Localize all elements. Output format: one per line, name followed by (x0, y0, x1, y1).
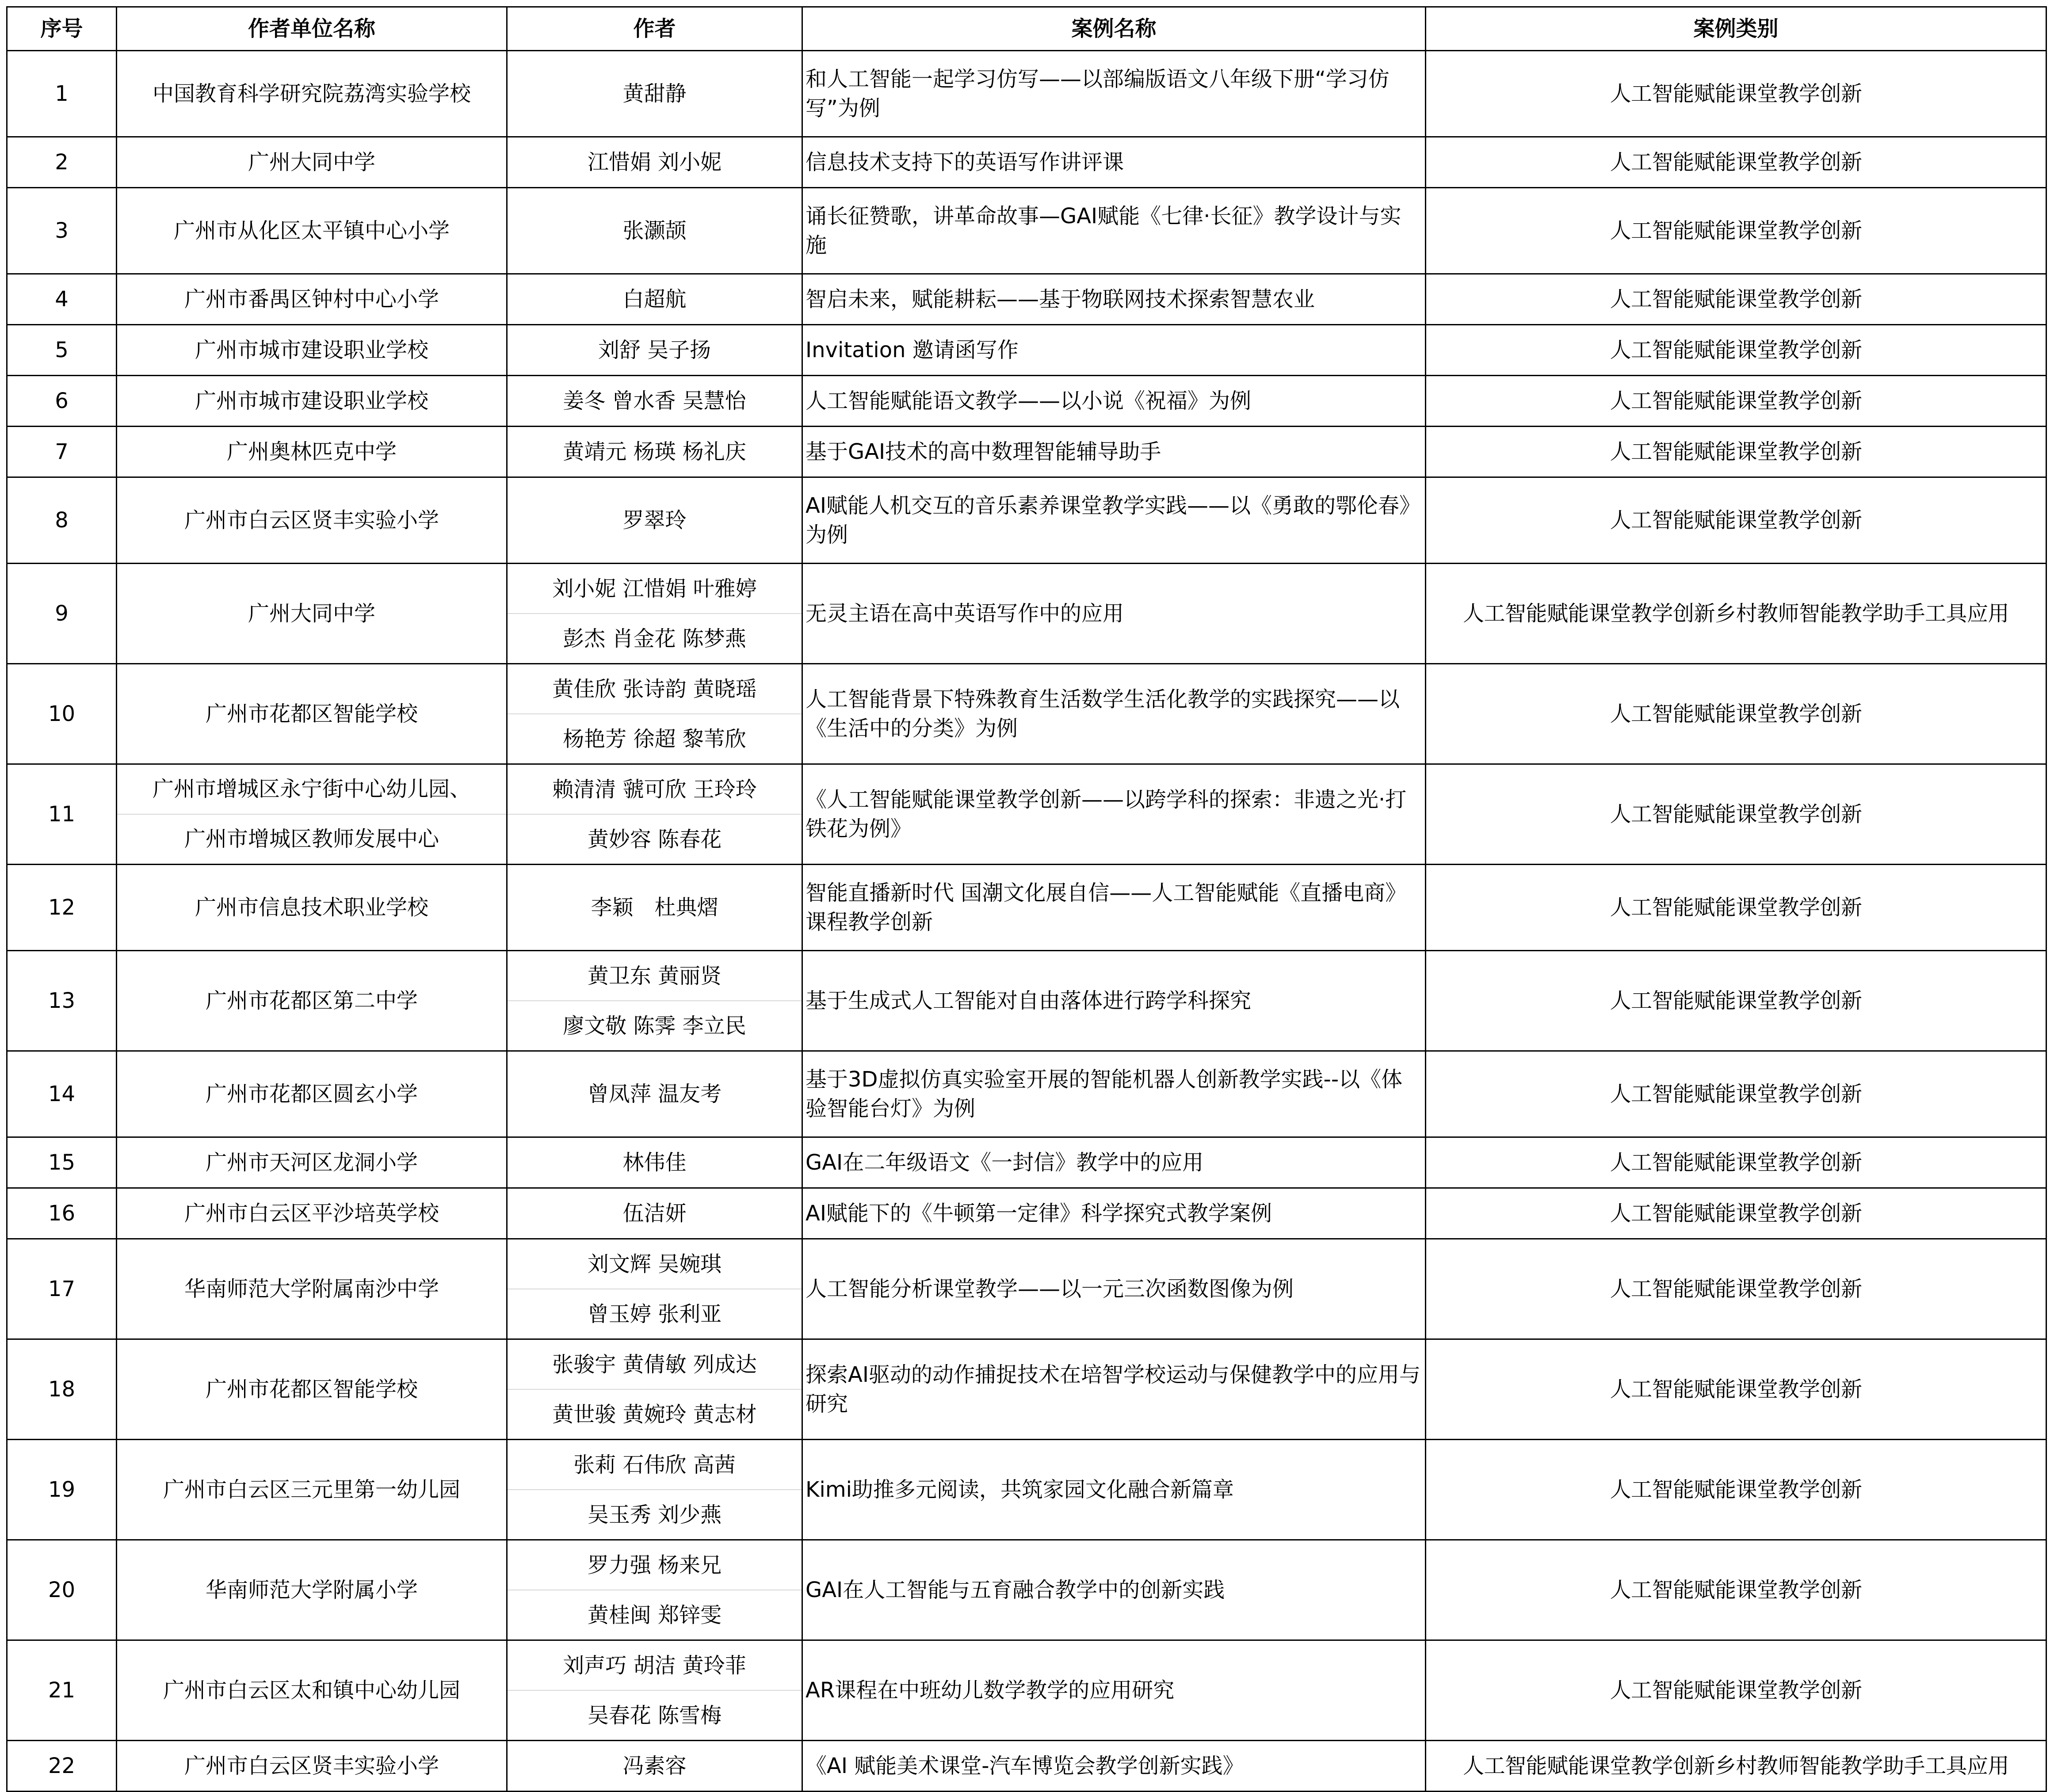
organization-line: 广州市番禺区钟村中心小学 (184, 287, 439, 312)
author-lines (508, 1440, 802, 1539)
cell-organization[interactable] (117, 764, 507, 865)
organization-line: 广州市白云区三元里第一幼儿园 (163, 1477, 460, 1502)
author-line: 罗翠玲 (622, 508, 687, 533)
author-line: 吴春花 陈雪梅 (508, 1690, 802, 1740)
cell-organization[interactable] (117, 1540, 507, 1640)
cell-case-title[interactable]: 人工智能背景下特殊教育生活数学生活化教学的实践探究——以《生活中的分类》为例 (802, 664, 1426, 764)
cell-index[interactable]: 19 (7, 1440, 117, 1540)
author-lines (508, 1741, 802, 1791)
author-lines (508, 1540, 802, 1639)
organization-lines (117, 1274, 506, 1304)
organization-line: 广州市花都区智能学校 (205, 702, 418, 726)
author-lines (508, 1138, 802, 1187)
author-lines (508, 664, 802, 763)
author-lines (508, 137, 802, 187)
table-row (7, 865, 2046, 951)
organization-lines (117, 216, 506, 245)
cell-authors[interactable] (507, 274, 802, 325)
cell-authors[interactable] (507, 477, 802, 564)
cell-authors[interactable] (507, 865, 802, 951)
cell-index[interactable]: 15 (7, 1137, 117, 1188)
table-row (7, 274, 2046, 325)
cell-index[interactable]: 18 (7, 1339, 117, 1440)
author-line: 彭杰 肖金花 陈梦燕 (508, 613, 802, 663)
organization-lines (117, 148, 506, 177)
author-line: 黄妙容 陈春花 (508, 814, 802, 864)
cell-index[interactable]: 10 (7, 664, 117, 764)
author-line: 刘声巧 胡洁 黄玲菲 (563, 1653, 746, 1678)
cell-case-category[interactable]: 人工智能赋能课堂教学创新 (1426, 1640, 2046, 1741)
organization-line: 广州市花都区圆玄小学 (205, 1082, 418, 1106)
organization-line: 中国教育科学研究院荔湾实验学校 (152, 81, 471, 106)
cell-index[interactable]: 2 (7, 137, 117, 188)
table-row (7, 951, 2046, 1051)
organization-lines (117, 386, 506, 416)
author-line: 黄甜静 (622, 81, 687, 106)
organization-lines (117, 1751, 506, 1781)
cell-case-title[interactable]: 探索AI驱动的动作捕捉技术在培智学校运动与保健教学中的应用与研究 (802, 1339, 1426, 1440)
cell-organization[interactable] (117, 1440, 507, 1540)
cell-case-category[interactable]: 人工智能赋能课堂教学创新 (1426, 1239, 2046, 1339)
organization-lines (117, 699, 506, 728)
cell-case-title[interactable]: 信息技术支持下的英语写作讲评课 (802, 137, 1426, 188)
author-lines (508, 1052, 802, 1136)
author-lines (508, 325, 802, 375)
table-row (7, 1741, 2046, 1792)
author-line: 姜冬 曾水香 吴慧怡 (563, 389, 746, 413)
author-lines (508, 376, 802, 426)
cell-index[interactable]: 16 (7, 1188, 117, 1239)
cell-case-category[interactable]: 人工智能赋能课堂教学创新 (1426, 865, 2046, 951)
table-row (7, 427, 2046, 477)
cell-organization[interactable] (117, 51, 507, 137)
table-row (7, 764, 2046, 865)
cell-organization[interactable] (117, 137, 507, 188)
cell-index[interactable]: 1 (7, 51, 117, 137)
table-row (7, 1239, 2046, 1339)
author-line: 杨艳芳 徐超 黎苇欣 (508, 713, 802, 763)
organization-lines (117, 1079, 506, 1109)
organization-lines (117, 1148, 506, 1177)
cell-case-title[interactable]: 人工智能分析课堂教学——以一元三次函数图像为例 (802, 1239, 1426, 1339)
author-line: 刘舒 吴子扬 (598, 338, 711, 362)
cell-organization[interactable] (117, 427, 507, 477)
author-line: 江惜娟 刘小妮 (587, 150, 722, 175)
table-row (7, 1188, 2046, 1239)
organization-lines (117, 336, 506, 365)
author-line: 黄卫东 黄丽贤 (587, 963, 722, 988)
organization-line: 广州市白云区贤丰实验小学 (184, 508, 439, 533)
cell-case-category[interactable]: 人工智能赋能课堂教学创新 (1426, 1188, 2046, 1239)
author-line: 曾玉婷 张利亚 (508, 1289, 802, 1338)
cell-case-category[interactable]: 人工智能赋能课堂教学创新 (1426, 427, 2046, 477)
cell-authors[interactable] (507, 1137, 802, 1188)
organization-line: 广州市增城区教师发展中心 (117, 814, 506, 864)
header-organization[interactable]: 作者单位名称 (117, 7, 507, 51)
cell-organization[interactable] (117, 1640, 507, 1741)
cell-case-title[interactable]: Invitation 邀请函写作 (802, 325, 1426, 376)
cell-authors[interactable] (507, 1540, 802, 1640)
cell-index[interactable]: 7 (7, 427, 117, 477)
organization-line: 广州奥林匹克中学 (226, 439, 397, 464)
cell-case-title[interactable]: 《AI 赋能美术课堂-汽车博览会教学创新实践》 (802, 1741, 1426, 1792)
cell-authors[interactable] (507, 664, 802, 764)
cell-case-title[interactable]: 人工智能赋能语文教学——以小说《祝福》为例 (802, 376, 1426, 427)
cell-case-title[interactable]: 基于生成式人工智能对自由落体进行跨学科探究 (802, 951, 1426, 1051)
cell-authors[interactable] (507, 764, 802, 865)
cell-case-title[interactable]: 无灵主语在高中英语写作中的应用 (802, 564, 1426, 664)
cell-index[interactable]: 17 (7, 1239, 117, 1339)
organization-line: 华南师范大学附属小学 (205, 1578, 418, 1602)
cell-organization[interactable] (117, 1137, 507, 1188)
table-row (7, 325, 2046, 376)
cell-index[interactable]: 20 (7, 1540, 117, 1640)
author-line: 张骏宇 黄倩敏 列成达 (552, 1352, 757, 1377)
organization-line: 广州市城市建设职业学校 (195, 389, 428, 413)
organization-lines (117, 893, 506, 922)
cell-case-category[interactable]: 人工智能赋能课堂教学创新 (1426, 477, 2046, 564)
organization-line: 广州市花都区智能学校 (205, 1377, 418, 1402)
cell-index[interactable]: 8 (7, 477, 117, 564)
author-line: 黄佳欣 张诗韵 黄晓瑶 (552, 676, 757, 702)
organization-lines (117, 1575, 506, 1605)
cell-case-category[interactable]: 人工智能赋能课堂教学创新 (1426, 951, 2046, 1051)
table-row (7, 1137, 2046, 1188)
header-index[interactable]: 序号 (7, 7, 117, 51)
author-line: 伍洁妍 (622, 1201, 687, 1226)
organization-line: 广州市城市建设职业学校 (195, 338, 428, 362)
organization-lines (117, 506, 506, 535)
author-line: 林伟佳 (622, 1150, 687, 1175)
organization-line: 华南师范大学附属南沙中学 (184, 1277, 439, 1301)
cell-case-category[interactable]: 人工智能赋能课堂教学创新 (1426, 1440, 2046, 1540)
cell-organization[interactable] (117, 1188, 507, 1239)
header-authors[interactable]: 作者 (507, 7, 802, 51)
cell-case-category[interactable]: 人工智能赋能课堂教学创新 (1426, 1540, 2046, 1640)
cell-authors[interactable] (507, 427, 802, 477)
table-header (7, 7, 2046, 51)
cell-index[interactable]: 6 (7, 376, 117, 427)
organization-lines (117, 285, 506, 314)
author-lines (508, 478, 802, 563)
cell-case-title[interactable]: 《人工智能赋能课堂教学创新——以跨学科的探索：非遗之光·打铁花为例》 (802, 764, 1426, 865)
cell-case-category[interactable]: 人工智能赋能课堂教学创新 (1426, 325, 2046, 376)
cell-case-title[interactable]: 智启未来，赋能耕耘——基于物联网技术探索智慧农业 (802, 274, 1426, 325)
table-row (7, 1051, 2046, 1137)
author-line: 刘小妮 江惜娟 叶雅婷 (552, 576, 757, 601)
cell-case-title[interactable]: 和人工智能一起学习仿写——以部编版语文八年级下册“学习仿写”为例 (802, 51, 1426, 137)
author-line: 刘文辉 吴婉琪 (587, 1251, 722, 1277)
cell-case-category[interactable]: 人工智能赋能课堂教学创新 (1426, 664, 2046, 764)
cell-authors[interactable] (507, 376, 802, 427)
author-lines (508, 865, 802, 950)
organization-line: 广州市花都区第二中学 (205, 988, 418, 1013)
table-row (7, 188, 2046, 274)
organization-line: 广州市增城区永宁街中心幼儿园、 (152, 777, 471, 801)
cell-authors[interactable] (507, 1051, 802, 1137)
cell-organization[interactable] (117, 274, 507, 325)
organization-line: 广州大同中学 (248, 601, 375, 626)
author-lines (508, 564, 802, 663)
cell-case-category[interactable]: 人工智能赋能课堂教学创新 (1426, 1051, 2046, 1137)
cell-organization[interactable] (117, 325, 507, 376)
table-row (7, 51, 2046, 137)
author-lines (508, 1239, 802, 1338)
table-row (7, 564, 2046, 664)
cell-case-category[interactable]: 人工智能赋能课堂教学创新 (1426, 274, 2046, 325)
cell-organization[interactable] (117, 1051, 507, 1137)
cell-organization[interactable] (117, 951, 507, 1051)
cell-case-category[interactable]: 人工智能赋能课堂教学创新 (1426, 137, 2046, 188)
cell-authors[interactable] (507, 1640, 802, 1741)
cell-index[interactable]: 4 (7, 274, 117, 325)
cell-case-title[interactable]: 基于GAI技术的高中数理智能辅导助手 (802, 427, 1426, 477)
author-line: 张灏颉 (622, 218, 687, 243)
organization-lines (117, 599, 506, 628)
author-lines (508, 427, 802, 477)
cell-authors[interactable] (507, 188, 802, 274)
table-row (7, 477, 2046, 564)
cell-organization[interactable] (117, 477, 507, 564)
cell-case-title[interactable]: 基于3D虚拟仿真实验室开展的智能机器人创新教学实践--以《体验智能台灯》为例 (802, 1051, 1426, 1137)
cell-case-title[interactable]: 智能直播新时代 国潮文化展自信——人工智能赋能《直播电商》课程教学创新 (802, 865, 1426, 951)
cell-organization[interactable] (117, 664, 507, 764)
table-row (7, 664, 2046, 764)
author-lines (508, 188, 802, 273)
organization-line: 广州市天河区龙洞小学 (205, 1150, 418, 1175)
author-lines (508, 51, 802, 136)
cell-authors[interactable] (507, 325, 802, 376)
organization-line: 广州市从化区太平镇中心小学 (173, 218, 450, 243)
author-lines (508, 1189, 802, 1238)
organization-line: 广州市白云区贤丰实验小学 (184, 1754, 439, 1778)
header-row (7, 7, 2046, 51)
author-line: 吴玉秀 刘少燕 (508, 1489, 802, 1539)
organization-lines (117, 1375, 506, 1404)
organization-lines (117, 986, 506, 1015)
table-row (7, 1440, 2046, 1540)
cell-case-title[interactable]: AI赋能下的《牛顿第一定律》科学探究式教学案例 (802, 1188, 1426, 1239)
organization-line: 广州市信息技术职业学校 (195, 895, 428, 920)
header-case-title[interactable]: 案例名称 (802, 7, 1426, 51)
cell-organization[interactable] (117, 376, 507, 427)
cell-index[interactable]: 14 (7, 1051, 117, 1137)
cell-organization[interactable] (117, 564, 507, 664)
cell-case-category[interactable]: 人工智能赋能课堂教学创新乡村教师智能教学助手工具应用 (1426, 564, 2046, 664)
table-row (7, 1640, 2046, 1741)
author-line: 罗力强 杨来兄 (587, 1552, 722, 1578)
cell-case-category[interactable]: 人工智能赋能课堂教学创新 (1426, 764, 2046, 865)
cell-case-title[interactable]: 诵长征赞歌，讲革命故事—GAI赋能《七律·长征》教学设计与实施 (802, 188, 1426, 274)
cell-index[interactable]: 11 (7, 764, 117, 865)
cell-index[interactable]: 21 (7, 1640, 117, 1741)
author-lines (508, 765, 802, 864)
organization-lines (117, 1676, 506, 1705)
cell-case-title[interactable]: GAI在二年级语文《一封信》教学中的应用 (802, 1137, 1426, 1188)
cell-case-title[interactable]: Kimi助推多元阅读，共筑家园文化融合新篇章 (802, 1440, 1426, 1540)
author-line: 黄世骏 黄婉玲 黄志材 (508, 1389, 802, 1439)
table-row (7, 137, 2046, 188)
cell-case-category[interactable]: 人工智能赋能课堂教学创新 (1426, 1137, 2046, 1188)
cell-authors[interactable] (507, 951, 802, 1051)
cell-case-category[interactable]: 人工智能赋能课堂教学创新 (1426, 1339, 2046, 1440)
cell-index[interactable]: 12 (7, 865, 117, 951)
author-line: 曾凤萍 温友考 (587, 1082, 722, 1106)
cell-index[interactable]: 22 (7, 1741, 117, 1792)
author-lines (508, 275, 802, 324)
author-line: 赖清清 虢可欣 王玲玲 (552, 777, 757, 802)
table-body (7, 51, 2046, 1792)
organization-line: 广州市白云区平沙培英学校 (184, 1201, 439, 1226)
author-lines (508, 1340, 802, 1439)
cell-authors[interactable] (507, 137, 802, 188)
organization-line: 广州大同中学 (248, 150, 375, 175)
author-line: 黄靖元 杨瑛 杨礼庆 (563, 439, 746, 464)
cell-case-title[interactable]: AR课程在中班幼儿数学教学的应用研究 (802, 1640, 1426, 1741)
cell-organization[interactable] (117, 865, 507, 951)
cell-authors[interactable] (507, 1339, 802, 1440)
cell-case-title[interactable]: GAI在人工智能与五育融合教学中的创新实践 (802, 1540, 1426, 1640)
table-row (7, 1339, 2046, 1440)
organization-lines (117, 437, 506, 466)
cell-case-title[interactable]: AI赋能人机交互的音乐素养课堂教学实践——以《勇敢的鄂伦春》为例 (802, 477, 1426, 564)
cell-index[interactable]: 5 (7, 325, 117, 376)
organization-lines (117, 765, 506, 864)
cell-index[interactable]: 13 (7, 951, 117, 1051)
cell-authors[interactable] (507, 51, 802, 137)
cell-organization[interactable] (117, 1339, 507, 1440)
author-line: 廖文敬 陈霁 李立民 (508, 1000, 802, 1050)
author-line: 白超航 (622, 287, 687, 312)
author-line: 冯素容 (622, 1754, 687, 1778)
author-line: 张莉 石伟欣 高茜 (573, 1452, 736, 1477)
author-line: 李颖 杜典熠 (591, 895, 718, 920)
cell-index[interactable]: 9 (7, 564, 117, 664)
header-case-category[interactable]: 案例类别 (1426, 7, 2046, 51)
cell-authors[interactable] (507, 1239, 802, 1339)
organization-lines (117, 1199, 506, 1228)
cell-case-category[interactable]: 人工智能赋能课堂教学创新乡村教师智能教学助手工具应用 (1426, 1741, 2046, 1792)
table-row (7, 1540, 2046, 1640)
cell-index[interactable]: 3 (7, 188, 117, 274)
case-table (6, 6, 2047, 1792)
cell-case-category[interactable]: 人工智能赋能课堂教学创新 (1426, 51, 2046, 137)
cell-organization[interactable] (117, 188, 507, 274)
organization-lines (117, 79, 506, 108)
cell-organization[interactable] (117, 1741, 507, 1792)
cell-authors[interactable] (507, 1741, 802, 1792)
cell-organization[interactable] (117, 1239, 507, 1339)
cell-authors[interactable] (507, 564, 802, 664)
cell-case-category[interactable]: 人工智能赋能课堂教学创新 (1426, 188, 2046, 274)
cell-authors[interactable] (507, 1188, 802, 1239)
organization-lines (117, 1475, 506, 1504)
table-row (7, 376, 2046, 427)
author-line: 黄桂闽 郑锌雯 (508, 1590, 802, 1639)
cell-authors[interactable] (507, 1440, 802, 1540)
author-lines (508, 951, 802, 1050)
organization-line: 广州市白云区太和镇中心幼儿园 (163, 1678, 460, 1703)
author-lines (508, 1641, 802, 1740)
cell-case-category[interactable]: 人工智能赋能课堂教学创新 (1426, 376, 2046, 427)
